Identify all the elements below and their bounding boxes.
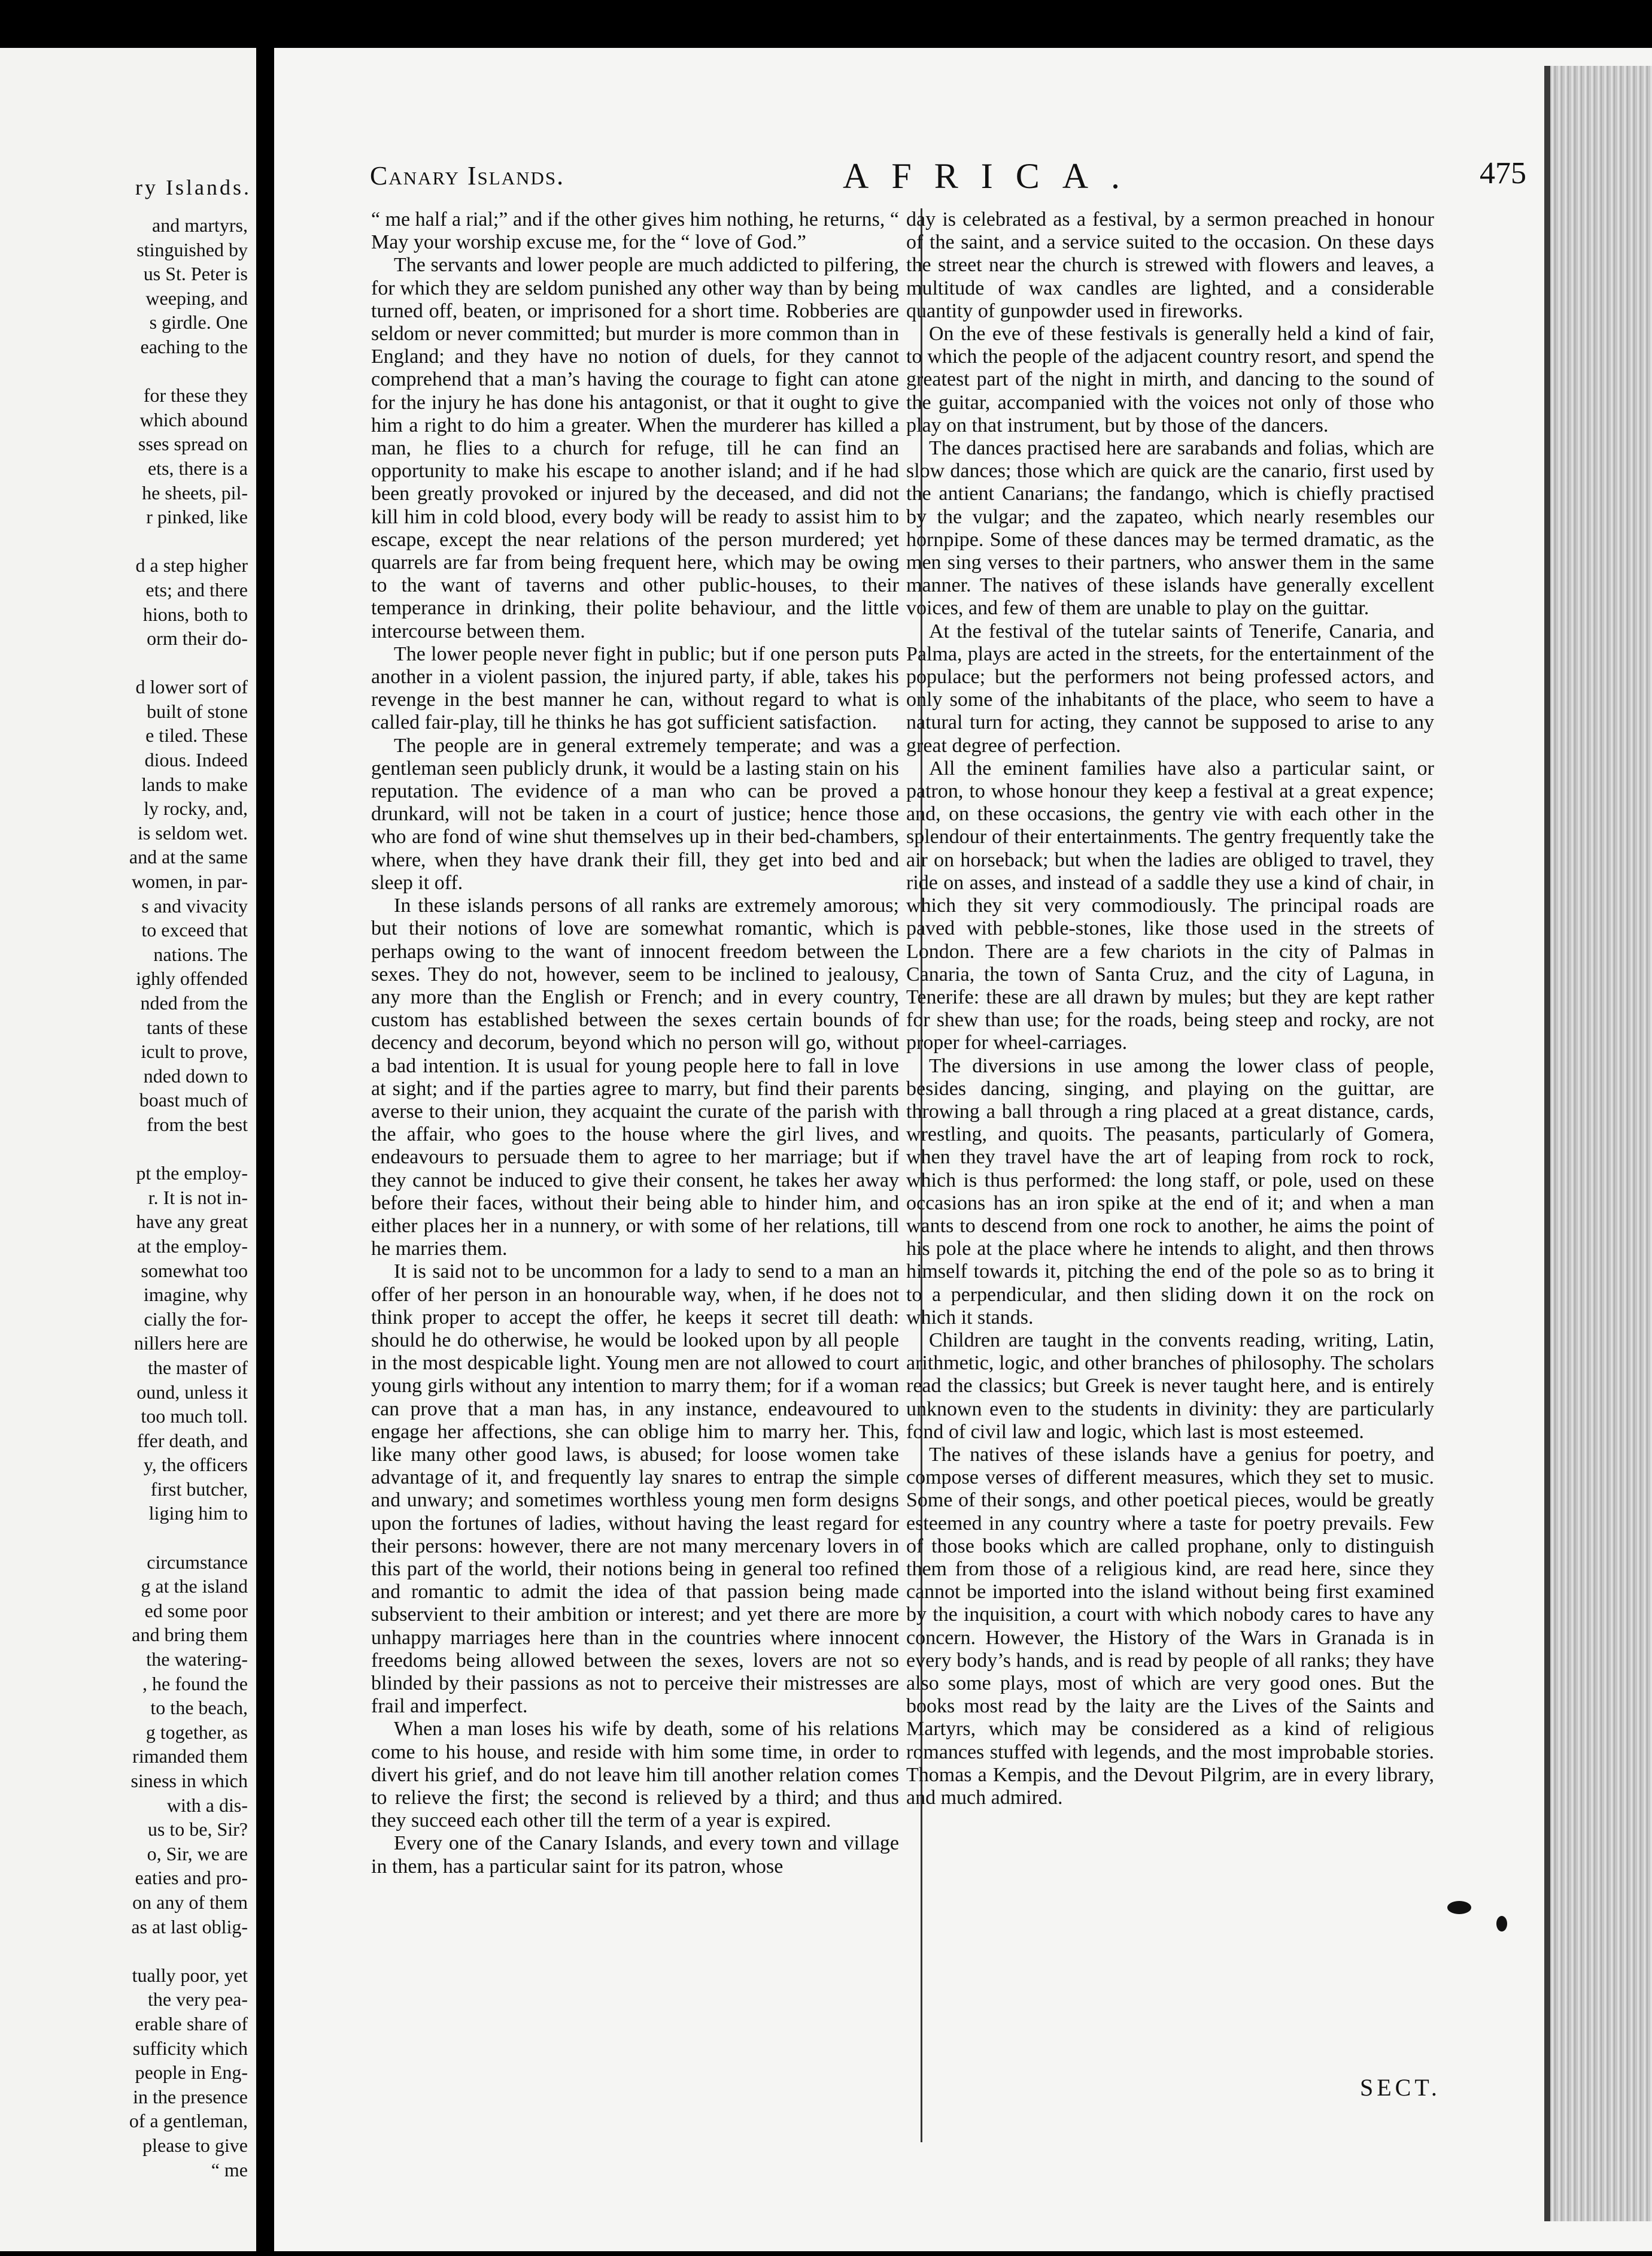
facing-page-line: sses spread on (138, 433, 248, 455)
facing-page-line: please to give (142, 2134, 248, 2156)
running-head-title: AFRICA. (843, 156, 1143, 196)
facing-page-line: and martyrs, (152, 214, 248, 236)
facing-page-line: liging him to (148, 1502, 248, 1524)
paragraph: In these islands persons of all ranks are extremely amorous; but their notions of love are somewhat romantic, which is perhaps owing to the want of innocent freedom between the sexes. They do not, however, seem to be inclined to jealousy, any more than the English or French; and in every country, custom has established between the sexes certain bounds of decency and decorum, beyond which no person will go, without a bad intention. It is usual for young people here to fall in love at sight; and if the parties agree to marry, but find their parents averse to their union, they acquaint the curate of the parish with the affair, who goes to the house where the girl lives, and endeavours to persuade them to agree to her marriage; but if they cannot be induced to give their consent, he takes her away before their faces, without their being able to hinder him, and either places her in a nunnery, or with some of her relations, till he marries them. (371, 894, 899, 1260)
facing-page-line: the very pea- (147, 1988, 248, 2011)
facing-page-line: to the beach, (150, 1697, 248, 1719)
facing-page-line: have any great (136, 1211, 248, 1233)
facing-page-line: the master of (147, 1356, 248, 1378)
facing-page-line: tually poor, yet (132, 1964, 248, 1986)
facing-page-line: ighly offended (136, 968, 248, 990)
facing-page-line: for these they (143, 384, 248, 407)
paragraph: day is celebrated as a festival, by a sermon preached in honour of the saint, and a service suited to the occasion. On these days the street near the church is strewed with flowers and leaves, a multitude of wax candles are lighted, and a considerable quantity of gunpowder used in fireworks. (906, 208, 1434, 322)
facing-page-line: d lower sort of (135, 676, 248, 698)
facing-page (0, 48, 256, 2251)
facing-page-line: o, Sir, we are (147, 1842, 248, 1864)
facing-page-line: of a gentleman, (129, 2110, 248, 2132)
facing-page-line: in the presence (133, 2085, 248, 2108)
facing-page-line: siness in which (130, 1770, 248, 1791)
paragraph: Every one of the Canary Islands, and every town and village in them, has a particular saint for its patron, whose (371, 1832, 899, 1878)
facing-page-line (0, 1939, 248, 1963)
facing-page-line: he sheets, pil- (142, 481, 248, 504)
facing-page-line: imagine, why (143, 1284, 248, 1306)
facing-page-line: as at last oblig- (131, 1915, 248, 1937)
facing-page-line: sufficity which (132, 2037, 248, 2059)
facing-page-line: r. It is not in- (148, 1186, 248, 1208)
paragraph: The servants and lower people are much addicted to pilfering, for which they are seldom punished any other way than by being turned off, beaten, or imprisoned for a short time. Robberies are seldom or never committed; but murder is more common than in England; and they have no notion of duels, for they cannot comprehend that a man’s having the courage to fight can atone for the injury he has done his antagonist, or that it ought to give him a right to do him a greater. When the murderer has killed a man, he flies to a church for refuge, till he can find an opportunity to make his escape to another island; and if he had been greatly provoked or injured by the deceased, and did not kill him in cold blood, every body will be ready to assist him to escape, except the near relations of the person murdered; yet quarrels are far from being frequent here, which may be owing to the want of taverns and other public-houses, to their temperance in drinking, their polite behaviour, and the little intercourse between them. (371, 254, 899, 642)
facing-page-line (0, 529, 248, 554)
paragraph: The natives of these islands have a genius for poetry, and compose verses of different measures, which they set to music. Some of their songs, and other poetical pieces, would be greatly esteemed in any country where a taste for poetry prevails. Few of those books which are called prophane, only to distinguish them from those of a religious kind, are read here, since they cannot be imported into the island without being first examined by the inquisition, a court with which nobody cares to have any concern. However, the History of the Wars in Granada is in every body’s hands, and is read by people of all ranks; they have also some plays, most of which are very good ones. But the books most read by the laity are the Lives of the Saints and Martyrs, which may be considered as a kind of religious romances stuffed with legends, and the most improbable stories. Thomas a Kempis, and the Devout Pilgrim, are in every library, and much admired. (906, 1443, 1434, 1809)
facing-page-line: erable share of (135, 2012, 248, 2034)
paragraph: The lower people never fight in public; but if one person puts another in a violent passion, the injured party, if able, takes his revenge in the best manner he can, without regard to what is called fair-play, till he thinks he has got sufficient satisfaction. (371, 642, 899, 734)
facing-page-line: nations. The (153, 943, 248, 965)
ink-smudge (1447, 1901, 1471, 1914)
paragraph: When a man loses his wife by death, some of his relations come to his house, and reside with him some time, in order to divert his grief, and do not leave him till another relation comes to relieve the first; the second is relieved by a third; and thus they succeed each other till the term of a year is expired. (371, 1718, 899, 1832)
facing-page-line: icult to prove, (141, 1041, 248, 1063)
facing-page-line: d a step higher (135, 554, 248, 577)
facing-page-line: too much toll. (141, 1405, 248, 1427)
facing-page-line: to exceed that (141, 919, 248, 941)
facing-page-line: ets, there is a (147, 457, 248, 479)
page-edges (1550, 66, 1652, 2221)
facing-page-line: s and vivacity (141, 894, 248, 917)
facing-page-line: cially the for- (144, 1308, 248, 1330)
facing-page-line (0, 1137, 248, 1162)
facing-page-line: , he found the (142, 1672, 248, 1694)
facing-page-line: people in Eng- (135, 2061, 248, 2084)
facing-page-line (0, 1526, 248, 1550)
facing-page-line: dious. Indeed (144, 749, 248, 771)
facing-page-line: y, the officers (143, 1454, 248, 1476)
facing-page-line: first butcher, (150, 1478, 248, 1500)
facing-page-line: lands to make (141, 773, 248, 795)
text-column-right (906, 208, 1434, 1809)
facing-page-line: “ me (211, 2158, 248, 2181)
book-page (274, 48, 1652, 2251)
facing-page-text (0, 213, 248, 2182)
facing-page-line: circumstance (147, 1551, 248, 1573)
paragraph: On the eve of these festivals is generally held a kind of fair, to which the people of the adjacent country resort, and spend the greatest part of the night in mirth, and dancing to the sound of the guitar, accompanied with the voices not only of those who play on that instrument, but by those of the dancers. (906, 323, 1434, 436)
facing-page-line: is seldom wet. (138, 821, 248, 844)
ink-smudge (1496, 1916, 1507, 1931)
facing-page-line: ed some poor (144, 1599, 248, 1621)
catchword: SECT. (1360, 2074, 1441, 2101)
facing-page-line: us St. Peter is (143, 263, 248, 285)
facing-page-line: us to be, Sir? (147, 1818, 248, 1840)
text-column-left (371, 208, 899, 1878)
paragraph: The diversions in use among the lower class of people, besides dancing, singing, and playing on the guittar, are throwing a ball through a ring placed at a great distance, cards, wrestling, and quoits. The peasants, particularly of Gomera, when they travel have the art of leaping from rock to rock, which is thus performed: the long staff, or pole, used on these occasions has an iron spike at the end of it; and when a man wants to descend from one rock to another, he aims the point of his pole at the place where he intends to alight, and then throws himself towards it, pitching the end of the pole so as to bring it to a perpendicular, and then sliding down it on the rock on which it stands. (906, 1054, 1434, 1329)
facing-page-line: nillers here are (133, 1332, 248, 1354)
facing-page-line: the watering- (146, 1648, 248, 1670)
paragraph: “ me half a rial;” and if the other gives him nothing, he returns, “ May your worship excuse me, for the “ love of God.” (371, 208, 899, 254)
paragraph: All the eminent families have also a particular saint, or patron, to whose honour they keep a festival at a great expence; and, on these occasions, the gentry vie with each other in the splendour of their entertainments. The gentry frequently take the air on horseback; but when the ladies are obliged to travel, they ride on asses, and instead of a saddle they use a kind of chair, in which they sit very commodiously. The principal roads are paved with pebble-stones, like those used in the streets of London. There are a few chariots in the city of Palmas in Canaria, the town of Santa Cruz, and the city of Laguna, in Tenerife: these are all drawn by mules; but they are kept rather for shew than use; for the roads, being steep and rocky, are not proper for wheel-carriages. (906, 757, 1434, 1054)
facing-page-line: g together, as (145, 1721, 248, 1743)
facing-page-line: tants of these (147, 1016, 248, 1038)
facing-page-line: g at the island (141, 1575, 248, 1597)
paragraph: At the festival of the tutelar saints of Tenerife, Canaria, and Palma, plays are acted in the streets, for the entertainment of the populace; but the performers not being professed actors, and only some of the inhabitants of the place, who seem to have a natural turn for acting, they cannot be supposed to arise to any great degree of perfection. (906, 620, 1434, 757)
facing-page-line: stinguished by (136, 238, 248, 260)
facing-page-line: ound, unless it (136, 1381, 248, 1403)
facing-page-line: and bring them (132, 1624, 248, 1646)
facing-page-line: ly rocky, and, (144, 798, 248, 820)
facing-page-line: nded from the (140, 992, 248, 1014)
facing-page-line: eaties and pro- (135, 1867, 248, 1889)
facing-page-line: and at the same (129, 846, 248, 868)
facing-page-line: ffer death, and (136, 1429, 248, 1451)
facing-page-line: hions, both to (142, 603, 248, 625)
facing-page-line: ets; and there (145, 578, 248, 601)
facing-page-line: women, in par- (132, 871, 248, 893)
facing-page-line: boast much of (139, 1089, 248, 1111)
facing-page-line: somewhat too (141, 1259, 248, 1281)
paragraph: It is said not to be uncommon for a lady to send to a man an offer of her person in an honourable way, when, if he does not think proper to accept the offer, he keeps it secret till death: should he do otherwise, he would be looked upon by all people in the most despicable light. Young men are not allowed to court young girls without any intention to marry them; for if a woman can prove that a man has, in any instance, endeavoured to engage her affections, she can oblige him to marry her. This, like many other good laws, is abused; for loose women take advantage of it, and frequently lay snares to entrap the simple and unwary; and sometimes worthless young men form designs upon the fortunes of ladies, without having the least regard for their persons: however, there are not many mercenary lovers in this part of the world, their notions being in general too refined and romantic to admit the idea of that passion being made subservient to their ambition or interest; and yet there are more unhappy marriages here than in the countries where innocent freedoms being allowed between the sexes, lovers are not so blinded by their passions as not to perceive their mistresses are frail and imperfect. (371, 1260, 899, 1718)
facing-page-running-head: ry Islands. (135, 175, 251, 199)
running-head (370, 156, 1567, 198)
facing-page-line: at the employ- (137, 1235, 248, 1257)
facing-page-line: from the best (147, 1113, 248, 1135)
facing-page-line: rimanded them (132, 1745, 248, 1767)
paragraph: The people are in general extremely temperate; and was a gentleman seen publicly drunk, it would be a lasting stain on his reputation. The evidence of a man who can be proved a drunkard, will not be taken in a court of justice; hence those who are fond of wine shut themselves up in their bed-chambers, where, when they have drank their fill, they get into bed and sleep it off. (371, 734, 899, 894)
facing-page-line: built of stone (147, 700, 248, 722)
page-number: 475 (1480, 156, 1526, 190)
facing-page-line: eaching to the (140, 335, 248, 357)
facing-page-line (0, 651, 248, 675)
book-gutter (256, 48, 274, 2251)
facing-page-line: with a dis- (166, 1794, 248, 1816)
facing-page-line: nded down to (143, 1065, 248, 1087)
facing-page-line: which abound (139, 408, 248, 430)
running-head-section: Canary Islands. (370, 161, 565, 190)
facing-page-line: pt the employ- (136, 1162, 248, 1184)
facing-page-line: s girdle. One (149, 311, 248, 333)
facing-page-line (0, 359, 248, 384)
paragraph: Children are taught in the convents reading, writing, Latin, arithmetic, logic, and other branches of philosophy. The scholars read the classics; but Greek is never taught here, and is entirely unknown even to the students in divinity: they are particularly fond of civil law and logic, which last is most esteemed. (906, 1329, 1434, 1443)
facing-page-line: on any of them (132, 1891, 248, 1913)
facing-page-line: e tiled. These (145, 724, 248, 747)
facing-page-line: r pinked, like (146, 506, 248, 528)
paragraph: The dances practised here are sarabands and folias, which are slow dances; those which are quick are the canario, first used by the antient Canarians; the fandango, which is chiefly practised by the vulgar; and the zapateo, which nearly resembles our hornpipe. Some of these dances may be termed dramatic, as the men sing verses to their partners, who answer them in the same manner. The natives of these islands have generally excellent voices, and few of them are unable to play on the guittar. (906, 437, 1434, 620)
facing-page-line: orm their do- (147, 627, 248, 650)
facing-page-line: weeping, and (145, 287, 248, 309)
